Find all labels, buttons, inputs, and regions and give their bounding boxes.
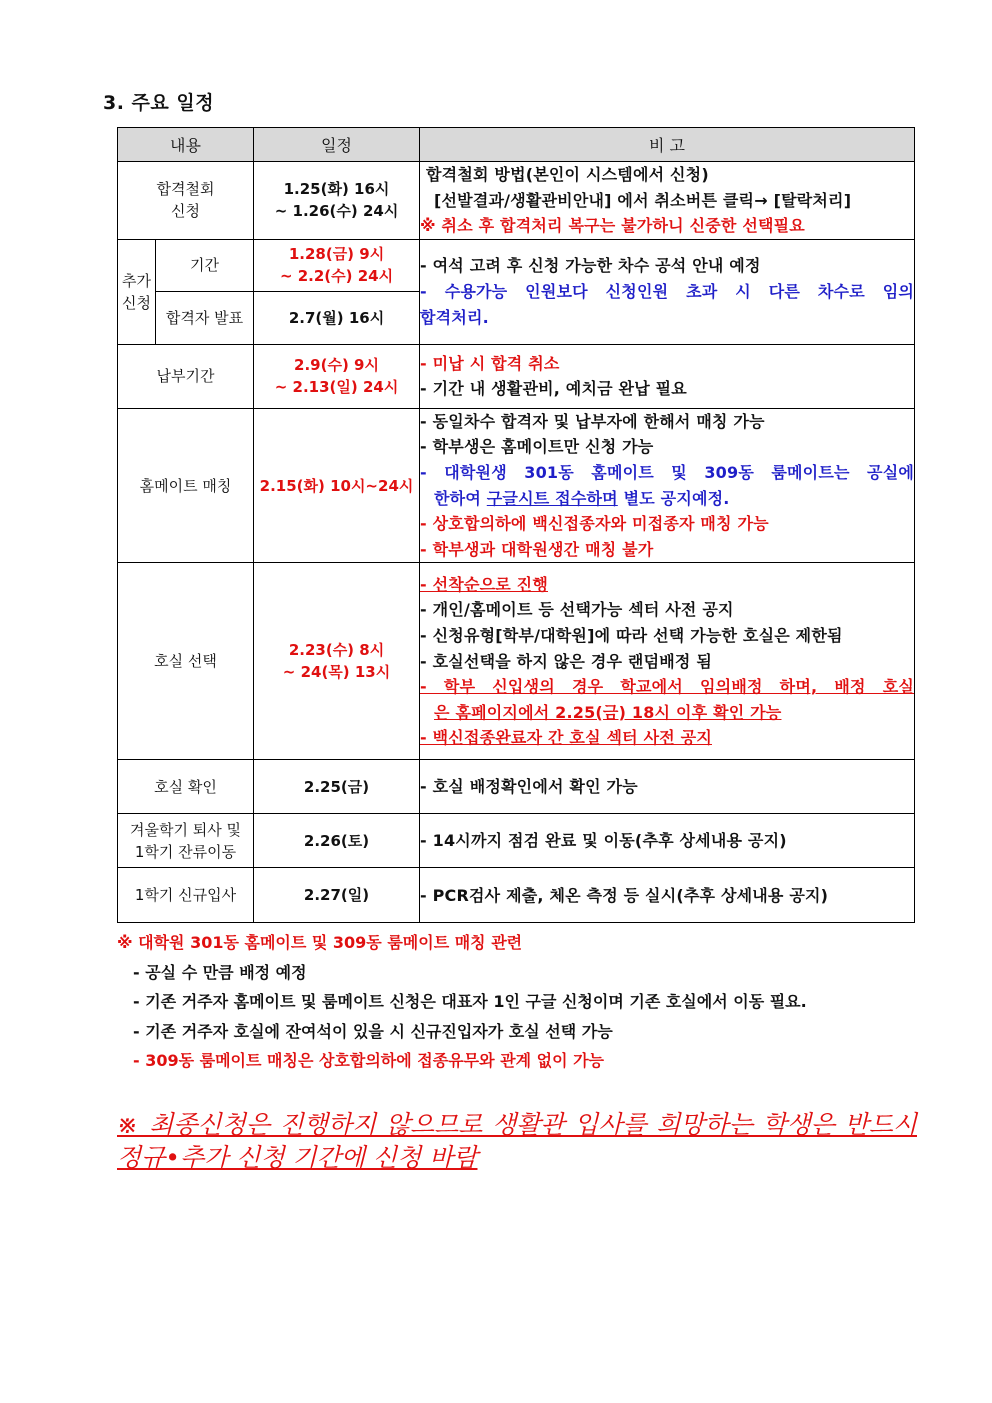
row-item: 홈메이트 매칭 (118, 408, 254, 563)
row-notes: - 여석 고려 후 신청 가능한 차수 공석 안내 예정 - 수용가능 인원보다 신청인원 초과 시 다른 차수로 임의 합격처리. (420, 239, 915, 344)
row-notes: - PCR검사 제출, 체온 측정 등 실시(추후 상세내용 공지) (420, 868, 915, 923)
header-notes: 비 고 (420, 128, 915, 162)
row-notes: - 동일차수 합격자 및 납부자에 한해서 매칭 가능 - 학부생은 홈메이트만 신청 가능 - 대학원생 301동 홈메이트 및 309동 룸메이트는 공실에 한하여 구글시트 접수하며 별도 공지예정. - 상호합의하에 백신접종자와 미접종자 매칭 가능 - 학부생과 대학원생간 매칭 불가 (420, 408, 915, 563)
row-schedule: 2.25(금) (254, 760, 420, 814)
row-notes: 합격철회 방법(본인이 시스템에서 신청) [선발결과/생활관비안내] 에서 취소버튼 클릭→ [탈락처리] ※ 취소 후 합격처리 복구는 불가하니 신중한 선택필요 (420, 162, 915, 240)
row-schedule: 1.28(금) 9시 ~ 2.2(수) 24시 (254, 239, 420, 291)
row-item: 합격철회 신청 (118, 162, 254, 240)
row-item: 납부기간 (118, 344, 254, 408)
row-notes: - 호실 배정확인에서 확인 가능 (420, 760, 915, 814)
table-row (118, 408, 915, 563)
row-schedule: 2.7(월) 16시 (254, 291, 420, 344)
schedule-table (117, 127, 915, 923)
table-row (118, 868, 915, 923)
footnote-item: - 309동 룸메이트 매칭은 상호합의하에 접종유무와 관계 없이 가능 (133, 1051, 605, 1070)
table-row (118, 162, 915, 240)
final-notice: ※ 최종신청은 진행하지 않으므로 생활관 입사를 희망하는 학생은 반드시 정규•추가 신청 기간에 신청 바람 (117, 1110, 917, 1172)
row-group: 추가 신청 (118, 239, 156, 344)
row-item: 호실 확인 (118, 760, 254, 814)
row-schedule: 2.26(토) (254, 814, 420, 868)
table-row (118, 563, 915, 760)
section-title: 3. 주요 일정 (103, 92, 215, 114)
footnote (117, 928, 917, 1076)
row-schedule: 2.23(수) 8시 ~ 24(목) 13시 (254, 563, 420, 760)
row-item: 호실 선택 (118, 563, 254, 760)
header-schedule: 일정 (254, 128, 420, 162)
row-schedule: 2.15(화) 10시~24시 (254, 408, 420, 563)
row-schedule: 1.25(화) 16시 ~ 1.26(수) 24시 (254, 162, 420, 240)
row-schedule: 2.9(수) 9시 ~ 2.13(일) 24시 (254, 344, 420, 408)
row-notes: - 미납 시 합격 취소 - 기간 내 생활관비, 예치금 완납 필요 (420, 344, 915, 408)
footnote-heading: ※ 대학원 301동 홈메이트 및 309동 룸메이트 매칭 관련 (117, 933, 523, 952)
row-item: 기간 (156, 239, 254, 291)
row-item: 겨울학기 퇴사 및 1학기 잔류이동 (118, 814, 254, 868)
table-row (118, 239, 915, 291)
footnote-item: - 공실 수 만큼 배정 예정 (133, 962, 307, 982)
row-item: 합격자 발표 (156, 291, 254, 344)
table-row (118, 760, 915, 814)
row-notes: - 선착순으로 진행 - 개인/홈메이트 등 선택가능 섹터 사전 공지 - 신청유형[학부/대학원]에 따라 선택 가능한 호실은 제한됨 - 호실선택을 하지 않은 경우 랜덤배정 됨 - 학부 신입생의 경우 학교에서 임의배정 하며, 배정 호실 은 홈페이지에서 2.25(금) 18시 이후 확인 가능 - 백신접종완료자 간 호실 섹터 사전 공지 (420, 563, 915, 760)
table-row (118, 814, 915, 868)
footnote-item: - 기존 거주자 호실에 잔여석이 있을 시 신규진입자가 호실 선택 가능 (133, 1021, 613, 1041)
table-header-row (118, 128, 915, 162)
row-schedule: 2.27(일) (254, 868, 420, 923)
header-item: 내용 (118, 128, 254, 162)
row-item: 1학기 신규입사 (118, 868, 254, 923)
table-row (118, 344, 915, 408)
row-notes: - 14시까지 점검 완료 및 이동(추후 상세내용 공지) (420, 814, 915, 868)
footnote-item: - 기존 거주자 홈메이트 및 룸메이트 신청은 대표자 1인 구글 신청이며 기존 호실에서 이동 필요. (133, 992, 807, 1011)
